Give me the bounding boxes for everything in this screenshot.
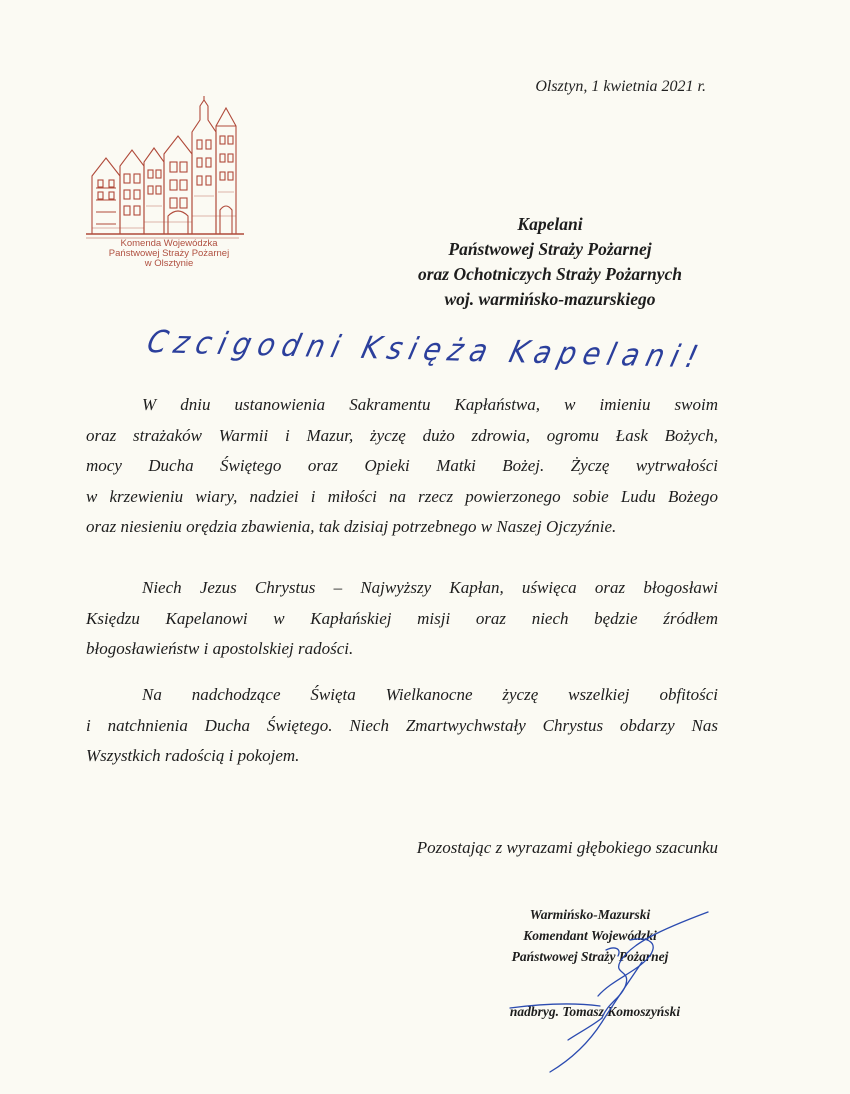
body-line: Wszystkich radością i pokojem. [86,746,300,766]
body-paragraph [86,573,718,665]
body-paragraph [86,390,718,543]
body-line: mocy Ducha Świętego oraz Opieki Matki Bożej. Życzę wytrwałości [86,456,718,476]
logo-caption-line: w Olsztynie [144,258,194,269]
recipient-line: woj. warmińsko-mazurskiego [444,289,656,309]
body-line: oraz strażaków Warmii i Mazur, życzę dużo zdrowia, ogromu Łask Bożych, [86,425,718,445]
body-line: błogosławieństw i apostolskiej radości. [86,639,354,659]
body-paragraph [86,680,718,772]
body-line: W dniu ustanowienia Sakramentu Kapłaństwa, w imieniu swoim [142,395,718,414]
recipient-line: Kapelani [517,214,583,234]
logo-caption-line: Komenda Wojewódzka [120,238,218,249]
closing-phrase: Pozostając z wyrazami głębokiego szacunku [416,838,718,857]
signatory-title-line: Komendant Wojewódzki [523,928,657,943]
signatory-title-line: Państwowej Straży Pożarnej [511,949,669,964]
place-date: Olsztyn, 1 kwietnia 2021 r. [535,78,706,95]
signatory-title [490,904,690,967]
recipient-block [380,212,720,312]
body-line: Niech Jezus Chrystus – Najwyższy Kapłan, uświęca oraz błogosławi [142,578,718,597]
logo-caption-line: Państwowej Straży Pożarnej [108,248,230,259]
handwritten-salutation: Czcigodni Księża Kapelani! [143,323,709,376]
logo-caption [84,239,254,269]
signatory-name: nadbryg. Tomasz Komoszyński [509,1004,681,1019]
signatory-title-line: Warmińsko-Mazurski [529,907,651,922]
body-line: oraz niesieniu orędzia zbawienia, tak dzisiaj potrzebnego w Naszej Ojczyźnie. [86,517,617,537]
recipient-line: Państwowej Straży Pożarnej [448,239,652,259]
body-line: Na nadchodzące Święta Wielkanocne życzę wszelkiej obfitości [142,685,718,704]
body-line: Księdzu Kapelanowi w Kapłańskiej misji oraz niech będzie źródłem [86,608,718,628]
body-line: w krzewieniu wiary, nadziei i miłości na rzecz powierzonego sobie Ludu Bożego [86,486,718,506]
body-line: i natchnienia Ducha Świętego. Niech Zmartwychwstały Chrystus obdarzy Nas [86,715,718,735]
recipient-line: oraz Ochotniczych Straży Pożarnych [418,264,682,284]
